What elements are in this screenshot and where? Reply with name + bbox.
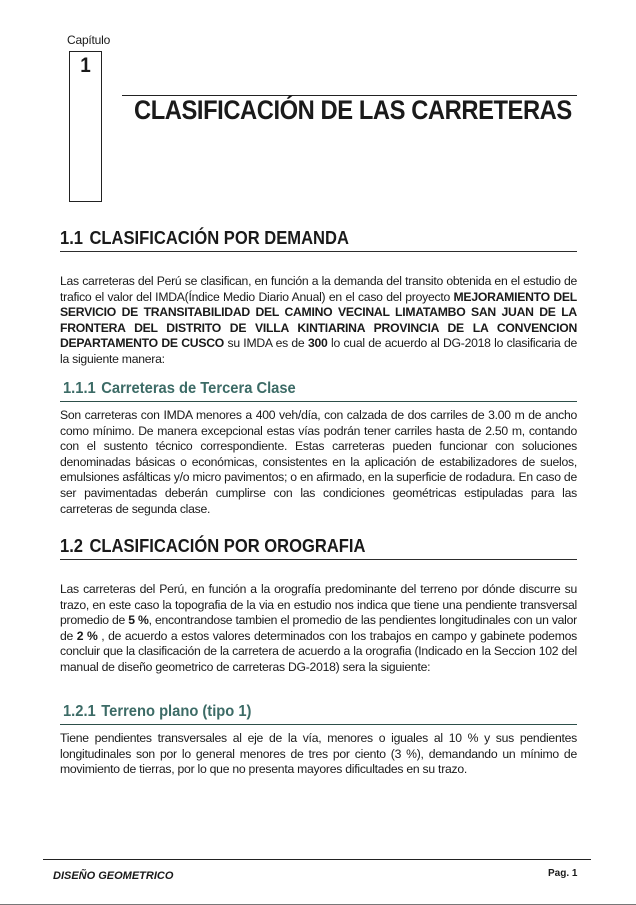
section-heading-orografia	[60, 536, 365, 557]
imda-value: 300	[307, 336, 328, 351]
chapter-number: 1	[80, 54, 91, 77]
intro-text: Las carreteras del Perú se clasifican, en función a la demanda del transito obtenida en el estudio de trafico el valor del IMDA(Índice Medio Diario Anual) en el caso del proyecto	[60, 274, 577, 304]
subsection-heading-terreno-plano	[63, 703, 251, 721]
footer-rule	[43, 859, 591, 860]
transverse-slope-value: 5 %	[128, 613, 149, 628]
section-intro-paragraph	[60, 274, 577, 368]
section-rule	[60, 559, 577, 560]
footer-document-title: DISEÑO GEOMETRICO	[53, 870, 174, 882]
section-rule	[60, 251, 577, 252]
subsection-number: 1.2.1	[63, 703, 96, 720]
section-heading-demanda	[60, 228, 349, 249]
section-number: 1.1	[60, 228, 84, 248]
section-number: 1.2	[60, 536, 84, 556]
intro-text: Las carreteras del Perú, en función a la orografía predominante del terreno por dónde discurre su trazo, en este caso la topografia de la via en estudio nos indica que tiene una pendiente transversal promedio de	[60, 582, 577, 628]
subsection-title: Carreteras de Tercera Clase	[101, 380, 296, 397]
subsection-rule	[60, 724, 577, 725]
longitudinal-slope-value: 2 %	[76, 628, 98, 643]
chapter-label: Capítulo	[67, 33, 111, 47]
page-number: Pag. 1	[548, 868, 578, 879]
subsection-heading-tercera-clase	[63, 380, 296, 398]
subsection-paragraph: Tiene pendientes transversales al eje de la vía, menores o iguales al 10 % y sus pendientes longitudinales son por lo general menores de tres por ciento (3 %), demandando un mínimo de movimiento de tierras, por lo que no presenta mayores dificultades en su trazo.	[60, 731, 577, 777]
subsection-title: Terreno plano (tipo 1)	[101, 703, 252, 720]
project-name: MEJORAMIENTO DEL SERVICIO DE TRANSITABILIDAD DEL CAMINO VECINAL LIMATAMBO SAN JUAN DE LA FRONTERA DEL DISTRITO DE VILLA KINTIARINA PROVINCIA DE LA CONVENCION DEPARTAMENTO DE CUSCO	[60, 289, 577, 351]
section-title: CLASIFICACIÓN POR OROGRAFIA	[89, 536, 366, 556]
chapter-number-box	[69, 51, 102, 202]
subsection-number: 1.1.1	[63, 380, 96, 397]
subsection-rule	[60, 401, 577, 402]
section-intro-paragraph	[60, 582, 577, 676]
chapter-title: CLASIFICACIÓN DE LAS CARRETERAS	[134, 95, 572, 125]
intro-text: lo cual de acuerdo al DG-2018 lo clasificaria de la siguiente manera:	[60, 336, 578, 366]
intro-text: su IMDA es de	[224, 336, 308, 351]
section-title: CLASIFICACIÓN POR DEMANDA	[89, 228, 349, 248]
intro-text: , de acuerdo a estos valores determinados con los trabajos en campo y gabinete podemos concluir que la clasificación de la carretera de acuerdo a la orografia (Indicado en la Seccion 102 del manual de diseño geometrico de carreteras DG-2018) sera la siguiente:	[60, 628, 577, 674]
subsection-paragraph: Son carreteras con IMDA menores a 400 veh/día, con calzada de dos carriles de 3.00 m de ancho como mínimo. De manera excepcional estas vías podrán tener carriles hasta de 2.50 m, contando con el sustento técnico correspondiente. Estas carreteras pueden funcionar con soluciones denominadas básicas o económicas, consistentes en la aplicación de estabilizadores de suelos, emulsiones asfálticas y/o micro pavimentos; o en afirmado, en la superficie de rodadura. En caso de ser pavimentadas deberán cumplirse con las condiciones geométricas estipuladas para las carreteras de segunda clase.	[60, 408, 577, 516]
intro-text: , encontrandose tambien el promedio de las pendientes longitudinales con un valor de	[60, 613, 577, 643]
